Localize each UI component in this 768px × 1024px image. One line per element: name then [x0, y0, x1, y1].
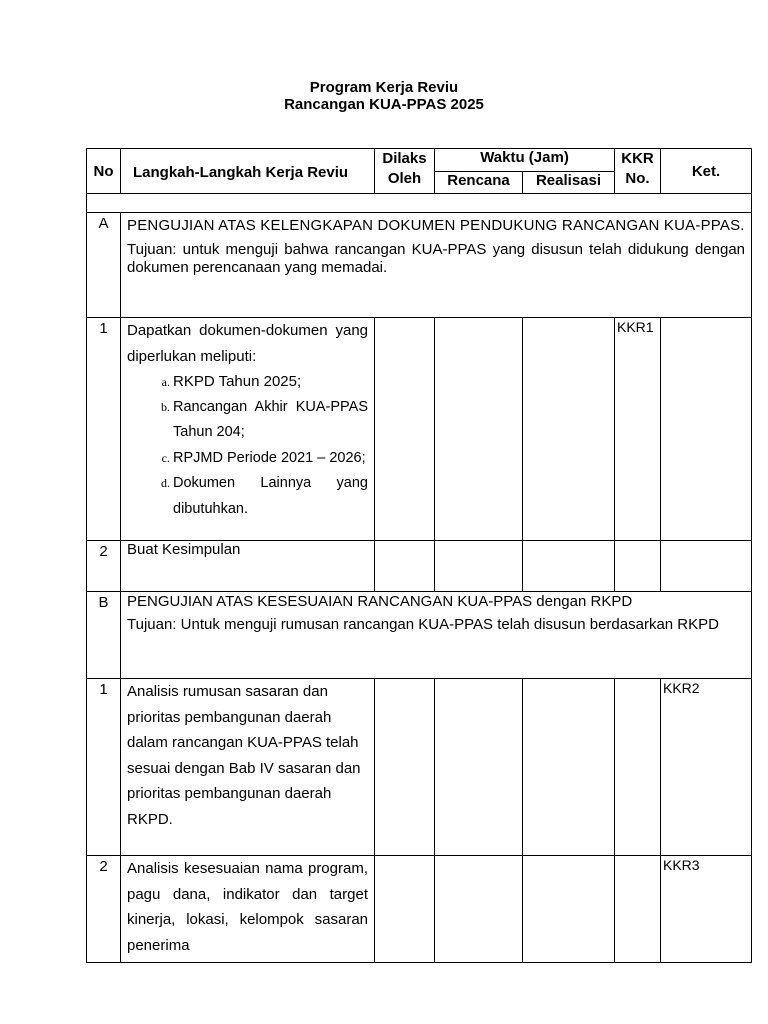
header-ket: Ket.: [661, 149, 752, 194]
dilaks-cell[interactable]: [375, 856, 435, 963]
section-b-content: [121, 592, 752, 679]
realisasi-cell[interactable]: [523, 679, 615, 856]
kkr-cell: [615, 856, 661, 963]
table-row: [87, 679, 752, 856]
ket-cell: KKR3: [661, 856, 752, 963]
document-title: Program Kerja Reviu: [309, 79, 459, 96]
header-no-label: No.: [625, 170, 650, 187]
section-b-title: PENGUJIAN ATAS KESESUAIAN RANCANGAN KUA-PPAS dengan RKPD: [127, 593, 633, 610]
header-dilaks: Dilaks: [382, 150, 427, 167]
section-a-objective: Tujuan: untuk menguji bahwa rancangan KUA-PPAS yang disusun telah didukung dengan dokumen perencanaan yang memadai.: [127, 241, 745, 276]
rencana-cell[interactable]: [435, 856, 523, 963]
dilaks-cell[interactable]: [375, 679, 435, 856]
list-item: d. Dokumen Lainnya yang dibutuhkan.: [173, 471, 368, 522]
realisasi-cell[interactable]: [523, 856, 615, 963]
dilaks-cell[interactable]: [375, 318, 435, 541]
header-rencana: Rencana: [435, 171, 523, 194]
table-row: [87, 856, 752, 963]
header-no: No: [87, 149, 121, 194]
step-number: 2: [87, 856, 121, 963]
ket-cell: [661, 541, 752, 592]
step-number: 1: [87, 318, 121, 541]
rencana-cell[interactable]: [435, 318, 523, 541]
table-header-row: [87, 149, 752, 172]
step-text: Dapatkan dokumen-dokumen yang diperlukan meliputi:: [127, 322, 368, 365]
review-program-table: [86, 148, 752, 963]
realisasi-cell[interactable]: [523, 318, 615, 541]
step-description: Analisis rumusan sasaran dan prioritas pembangunan daerah dalam rancangan KUA-PPAS telah sesuai dengan Bab IV sasaran dan prioritas pembangunan daerah RKPD.: [121, 679, 375, 856]
rencana-cell[interactable]: [435, 679, 523, 856]
list-item: c. RPJMD Periode 2021 – 2026;: [173, 446, 368, 472]
section-b-row: [87, 592, 752, 679]
ket-cell: KKR2: [661, 679, 752, 856]
section-b-letter: B: [87, 592, 121, 679]
step-number: 1: [87, 679, 121, 856]
header-kkr-no: [615, 149, 661, 194]
ket-cell: [661, 318, 752, 541]
header-steps: Langkah-Langkah Kerja Reviu: [121, 149, 375, 194]
header-kkr: KKR: [621, 150, 654, 167]
section-a-row: [87, 213, 752, 318]
header-realisasi: Realisasi: [523, 171, 615, 194]
table-row: [87, 318, 752, 541]
step-number: 2: [87, 541, 121, 592]
header-dilaks-oleh: [375, 149, 435, 194]
table-row: [87, 541, 752, 592]
dilaks-cell[interactable]: [375, 541, 435, 592]
realisasi-cell[interactable]: [523, 541, 615, 592]
header-oleh: Oleh: [387, 170, 422, 187]
section-a-title: PENGUJIAN ATAS KELENGKAPAN DOKUMEN PENDUKUNG RANCANGAN KUA-PPAS.: [127, 217, 745, 234]
list-item: b. Rancangan Akhir KUA-PPAS Tahun 204;: [173, 395, 368, 446]
section-a-content: [121, 213, 752, 318]
document-subtitle: Rancangan KUA-PPAS 2025: [284, 96, 484, 113]
spacer-row: [87, 194, 752, 213]
section-a-letter: A: [87, 213, 121, 318]
kkr-cell: KKR1: [615, 318, 661, 541]
step-description: Buat Kesimpulan: [121, 541, 375, 592]
header-waktu: Waktu (Jam): [435, 149, 615, 172]
section-b-objective: Tujuan: Untuk menguji rumusan rancangan KUA-PPAS telah disusun berdasarkan RKPD: [127, 616, 719, 633]
step-description: Analisis kesesuaian nama program, pagu dana, indikator dan target kinerja, lokasi, kelompok sasaran penerima: [121, 856, 375, 963]
kkr-cell: [615, 679, 661, 856]
kkr-cell: [615, 541, 661, 592]
document-list: [127, 369, 368, 522]
list-item: a. RKPD Tahun 2025;: [173, 369, 368, 395]
step-description: [121, 318, 375, 541]
rencana-cell[interactable]: [435, 541, 523, 592]
